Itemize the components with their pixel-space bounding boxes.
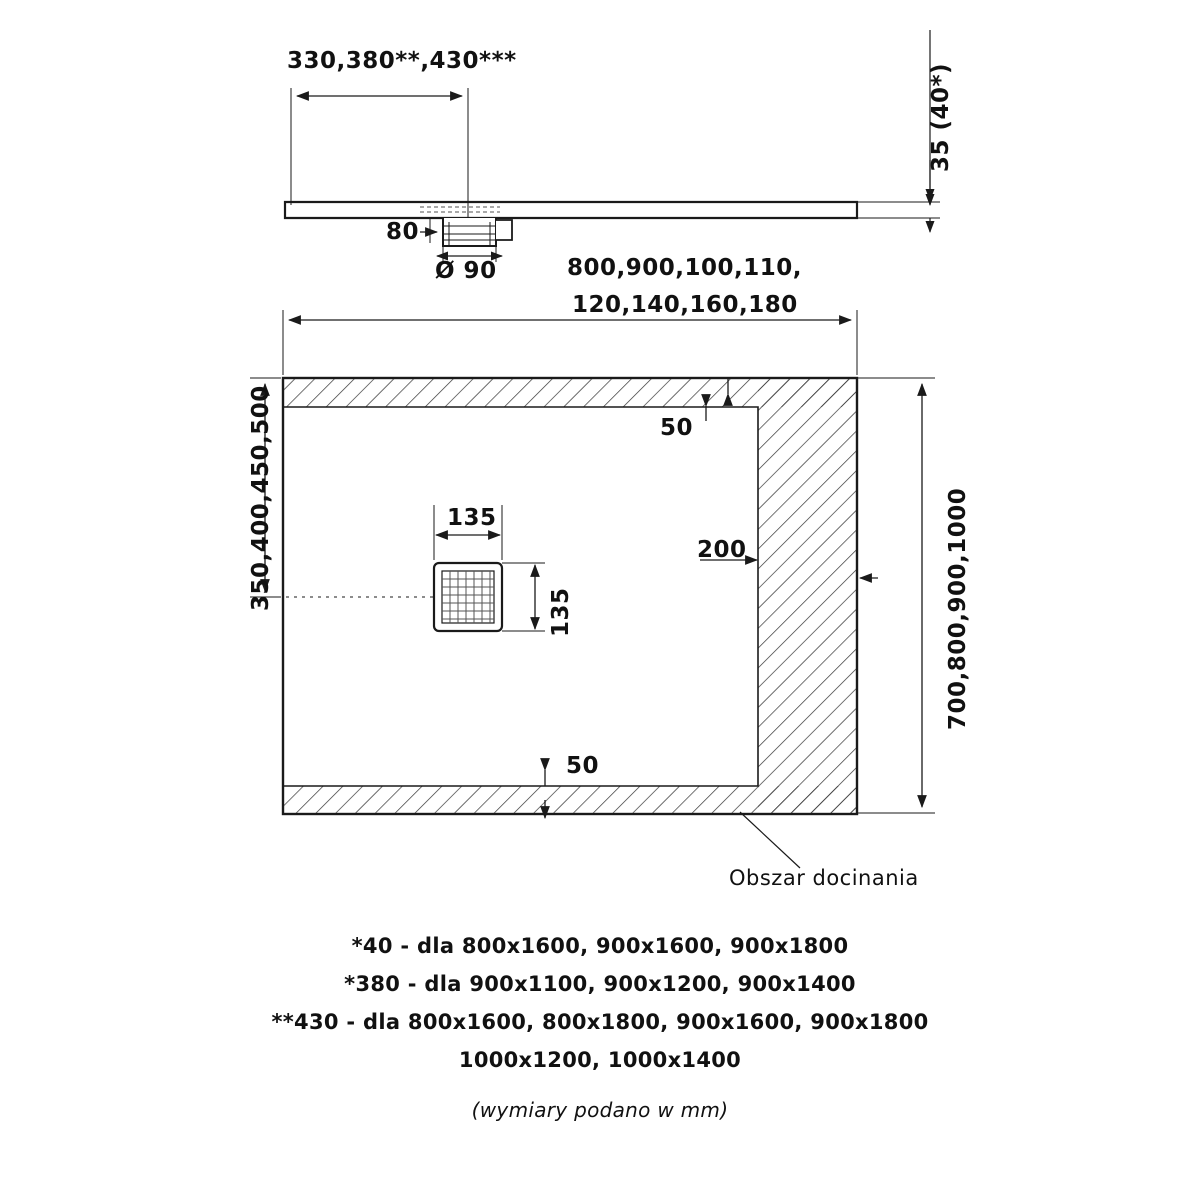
note-line-2: *380 - dla 900x1100, 900x1200, 900x1400 bbox=[344, 972, 856, 996]
dim-drain-diameter: Ø 90 bbox=[435, 258, 497, 284]
dim-plan-width-line1: 800,900,100,110, bbox=[567, 255, 802, 281]
note-line-3: **430 - dla 800x1600, 800x1800, 900x1600, 900x1800 bbox=[271, 1010, 929, 1034]
note-line-4: 1000x1200, 1000x1400 bbox=[458, 1048, 742, 1072]
note-line-1: *40 - dla 800x1600, 900x1600, 900x1800 bbox=[351, 934, 849, 958]
dim-top-drain-offset: 330,380**,430*** bbox=[287, 48, 517, 74]
dim-edge-top: 50 bbox=[660, 415, 694, 441]
dim-cut-area-width: 200 bbox=[697, 537, 747, 563]
dim-plan-left-offset: 350,400,450,500 bbox=[248, 385, 274, 611]
drain-grate bbox=[434, 563, 502, 631]
plan-view bbox=[250, 310, 935, 868]
dim-top-thickness: 35 (40*) bbox=[928, 62, 954, 172]
dim-grate-width: 135 bbox=[447, 505, 497, 531]
dim-plan-width-line2: 120,140,160,180 bbox=[572, 292, 798, 318]
dim-plan-height: 700,800,900,1000 bbox=[945, 487, 971, 730]
notes-block bbox=[0, 920, 1200, 1136]
dim-edge-bottom: 50 bbox=[566, 753, 600, 779]
callout-cut-area: Obszar docinania bbox=[729, 866, 919, 890]
footer-note: (wymiary podano w mm) bbox=[471, 1098, 729, 1122]
dim-drain-height: 80 bbox=[386, 219, 420, 245]
dim-grate-height: 135 bbox=[548, 587, 574, 637]
